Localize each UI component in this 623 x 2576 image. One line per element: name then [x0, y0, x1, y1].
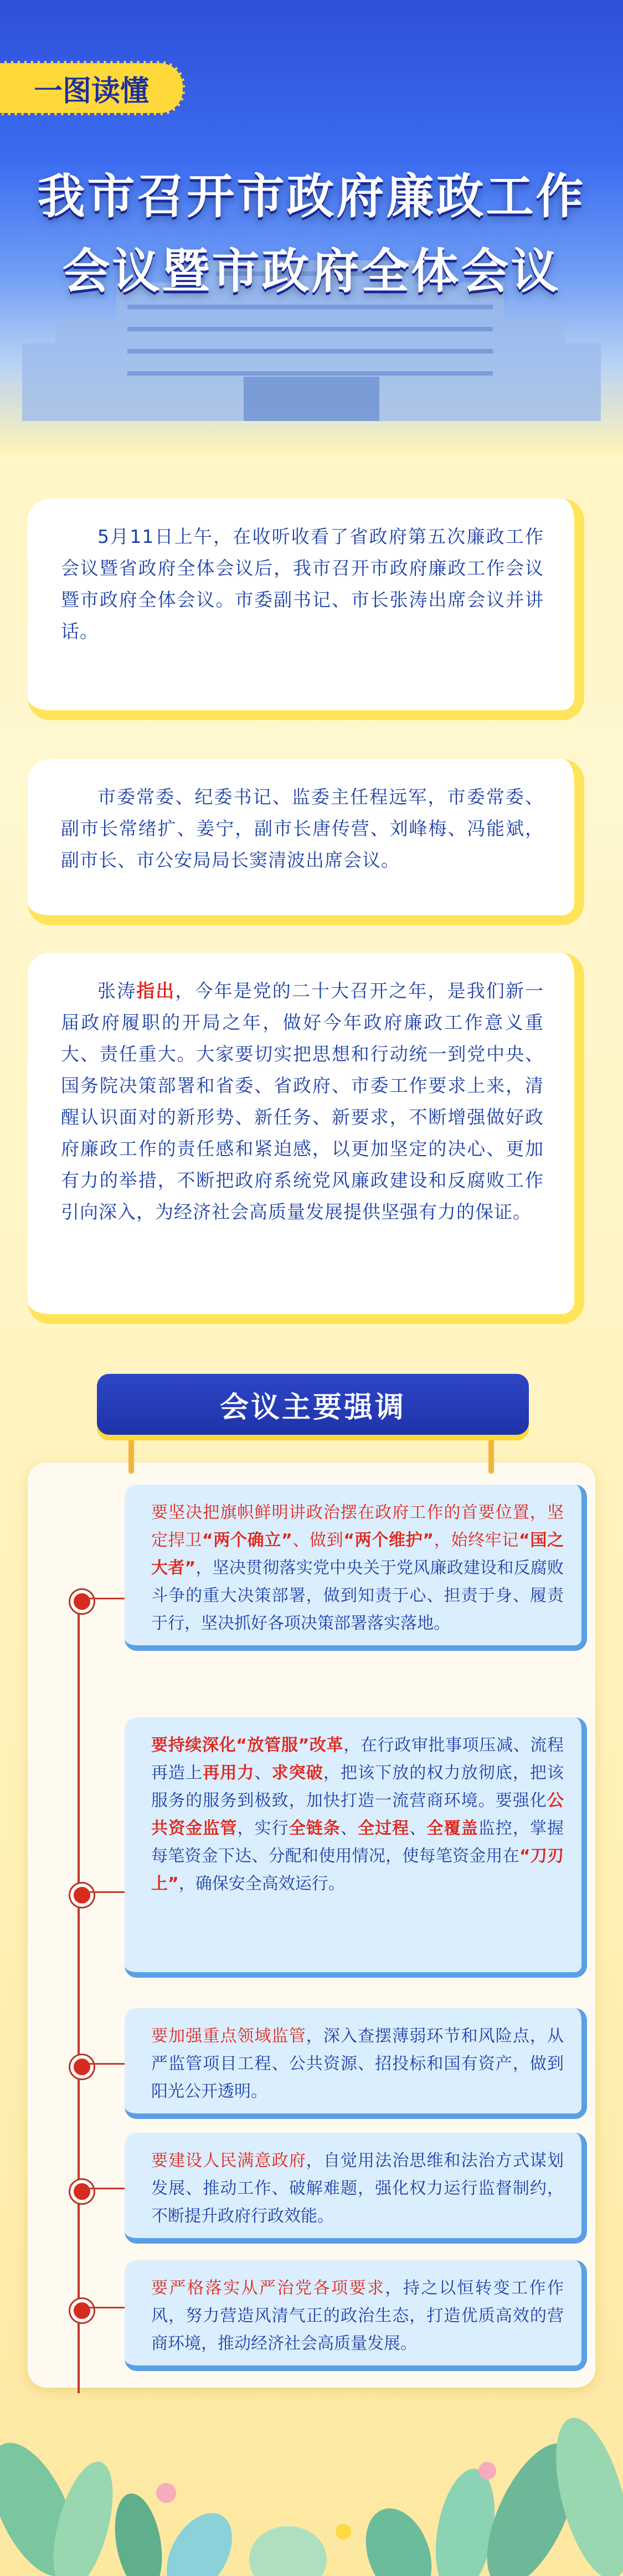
point-2-b4: 公共资金监管 [151, 1791, 564, 1838]
timeline-line [78, 1607, 80, 2393]
point-2-m5: 、 [340, 1819, 358, 1838]
key-point-1 [125, 1485, 587, 1651]
decorative-plants [0, 2310, 623, 2576]
intro-card [28, 499, 584, 720]
header-banner [0, 0, 623, 454]
page-title-line-1: 我市召开市政府廉政工作 [37, 168, 586, 224]
point-4-lead: 要建设人民满意政府 [151, 2151, 306, 2170]
point-5-lead: 要严格落实从严治党各项要求 [151, 2279, 385, 2298]
speech-body: ，今年是党的二十大召开之年，是我们新一届政府履职的开局之年，做好今年政府廉政工作意义重大、责任重大。大家要切实把思想和行动统一到党中央、国务院决策部署和省委、省政府、市委工作要求上来，清醒认识面对的新形势、新任务、新要求，不断增强做好政府廉政工作的责任感和紧迫感，以更加坚定的决心、更加有力的举措，不断把政府系统党风廉政建设和反腐败工作引向深入，为经济社会高质量发展提供坚强有力的保证。 [61, 980, 544, 1223]
section-title: 会议主要强调 [97, 1374, 529, 1435]
header-tag: 一图读懂 [0, 61, 185, 115]
point-2-b2: 再用力 [203, 1763, 255, 1783]
timeline-dot [70, 2055, 94, 2079]
timeline-dot [70, 2180, 94, 2203]
point-4-rest: ，自觉用法治思维和法治方式谋划发展、推动工作、破解难题，强化权力运行监督制约，不断提升政府行政效能。 [151, 2151, 564, 2226]
point-2-rest: ，确保安全高效运行。 [178, 1874, 345, 1893]
point-1-mid-2: ，始终牢记 [434, 1531, 519, 1550]
point-1-lead: 要坚决把旗帜鲜明讲政治摆在政府工作的首要位置，坚定捍卫 [151, 1503, 564, 1550]
point-1-quote-3: “国之大者” [151, 1531, 564, 1578]
point-2-m7: 监控，掌握每笔资金下达、分配和使用情况，使每笔资金用在 [151, 1819, 564, 1866]
point-2-b7: 全覆盖 [426, 1819, 478, 1838]
intro-text: 5月11日上午，在收听收看了省政府第五次廉政工作会议暨省政府全体会议后，我市召开市政府廉政工作会议暨市政府全体会议。市委副书记、市长张涛出席会议并讲话。 [61, 526, 544, 642]
point-1-mid-1: 、做到 [292, 1531, 344, 1550]
key-point-2 [125, 1717, 587, 1978]
timeline-connector [89, 2063, 126, 2065]
key-point-4 [125, 2133, 587, 2244]
point-2-m2: 、 [254, 1763, 272, 1783]
timeline-dot [70, 1884, 94, 1907]
point-1-quote-2: “两个维护” [343, 1531, 434, 1550]
point-2-m1: ，在行政审批事项压减、流程再造上 [151, 1736, 564, 1783]
speech-keyword: 指出 [136, 980, 176, 1002]
point-3-lead: 要加强重点领域监管 [151, 2026, 306, 2046]
speech-speaker: 张涛 [97, 980, 137, 1002]
point-2-b1: “放管服”改革 [236, 1736, 344, 1755]
speech-card [28, 953, 584, 1324]
timeline-connector [89, 2188, 126, 2189]
point-2-b3: 求突破 [271, 1763, 323, 1783]
point-2-b5: 全链条 [289, 1819, 341, 1838]
point-3-rest: ，深入查摆薄弱环节和风险点，从严监管项目工程、公共资源、招投标和国有资产，做到阳光公开透明。 [151, 2026, 564, 2101]
timeline-connector [89, 1891, 126, 1893]
point-2-m6: 、 [409, 1819, 427, 1838]
point-2-lead: 要持续深化 [151, 1736, 236, 1755]
timeline-connector [89, 2307, 126, 2308]
attendees-text: 市委常委、纪委书记、监委主任程远军，市委常委、副市长常绪扩、姜宁，副市长唐传营、刘峰梅、冯能斌，副市长、市公安局局长窦清波出席会议。 [61, 786, 544, 871]
point-5-rest: ，持之以恒转变工作作风，努力营造风清气正的政治生态，打造优质高效的营商环境，推动经济社会高质量发展。 [151, 2279, 564, 2353]
timeline-dot [70, 1590, 94, 1613]
key-point-3 [125, 2008, 587, 2119]
timeline-connector [89, 1598, 126, 1599]
page-title-line-2: 会议暨市政府全体会议 [62, 243, 561, 299]
point-2-b8: “刀刃上” [151, 1846, 564, 1893]
point-2-m4: ，实行 [237, 1819, 289, 1838]
point-2-m3: ，把该下放的权力放彻底，把该服务的服务到极致，加快打造一流营商环境。要强化 [151, 1763, 564, 1810]
point-1-rest: ，坚决贯彻落实党中央关于党风廉政建设和反腐败斗争的重大决策部署，做到知责于心、担责于身、履责于行，坚决抓好各项决策部署落实落地。 [151, 1558, 564, 1633]
point-1-quote-1: “两个确立” [202, 1531, 292, 1550]
attendees-card [28, 759, 584, 925]
point-2-b6: 全过程 [358, 1819, 410, 1838]
